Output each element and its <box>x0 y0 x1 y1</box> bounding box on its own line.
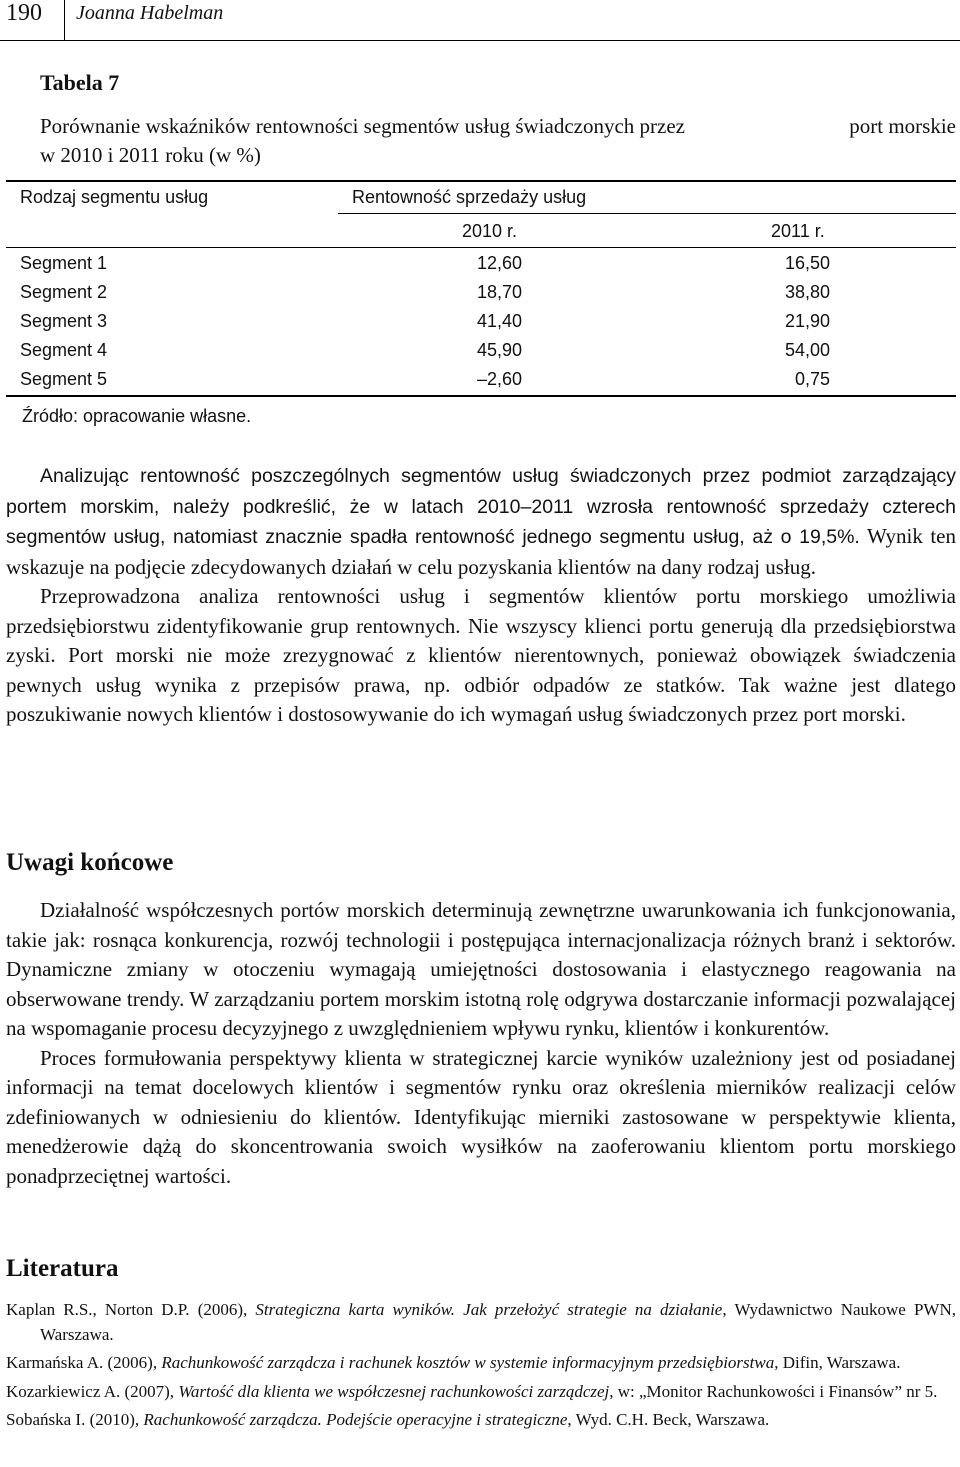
row-segment: Segment 2 <box>20 282 108 302</box>
table-bottom-rule <box>6 395 956 397</box>
row-value-2011: 38,80 <box>784 282 830 302</box>
row-value-2011: 16,50 <box>784 253 830 273</box>
reference-item: Kozarkiewicz A. (2007), Wartość dla klienta we współczesnej rachunkowości zarządczej, w: „Monitor Rachunkowości i Finansów” nr 5. <box>6 1381 938 1401</box>
header-bottom-rule <box>6 247 956 248</box>
caption-line1-right: port morskie <box>849 114 956 138</box>
table-label: Tabela 7 <box>40 70 120 95</box>
header-divider <box>64 0 65 40</box>
row-segment: Segment 1 <box>20 253 108 273</box>
reference-item: Kaplan R.S., Norton D.P. (2006), Strategiczna karta wyników. Jak przełożyć strategie na działanie, Wydawnictwo Naukowe PWN, Warszawa. <box>6 1300 957 1344</box>
row-segment: Segment 4 <box>20 340 108 360</box>
conclusions-para1: Działalność współczesnych portów morskich determinują zewnętrzne uwarunkowania ich funkcjonowania, takie jak: rosnąca konkurencja, rozwój technologii i postępująca internacjonalizacja różnych branż i sektorów. Dynamiczne zmiany w otoczeniu wymagają umiejętności dostosowania i elastycznego reagowania na obserwowane trendy. W zarządzaniu portem morskim istotną rolę odgrywa dostarczanie informacji pozwalającej na wspomaganie procesu decyzyjnego z uwzględnieniem wpływu rynku, klientów i konkurentów. <box>6 898 956 1040</box>
col-header-2010: 2010 r. <box>462 221 518 241</box>
col-header-type: Rodzaj segmentu usług <box>20 187 209 207</box>
caption-line2: w 2010 i 2011 roku (w %) <box>40 143 261 167</box>
row-value-2011: 21,90 <box>784 311 830 331</box>
row-value-2010: 12,60 <box>476 253 522 273</box>
running-header <box>0 0 960 40</box>
reference-item: Karmańska A. (2006), Rachunkowość zarządcza i rachunek kosztów w systemie informacyjnym przedsiębiorstwa, Difin, Warszawa. <box>6 1353 901 1372</box>
col-header-2011: 2011 r. <box>771 221 825 241</box>
row-value-2010: 18,70 <box>476 282 522 302</box>
literature-heading: Literatura <box>6 1255 119 1282</box>
col-header-group: Rentowność sprzedaży usług <box>352 187 587 207</box>
analysis-text <box>6 461 956 730</box>
reference-item: Sobańska I. (2010), Rachunkowość zarządcza. Podejście operacyjne i strategiczne, Wyd. C.H. Beck, Warszawa. <box>6 1410 770 1429</box>
row-value-2011: 0,75 <box>794 369 830 389</box>
row-value-2011: 54,00 <box>784 340 830 360</box>
group-header-rule <box>338 213 956 214</box>
analysis-para2: Przeprowadzona analiza rentowności usług i segmentów klientów portu morskiego umożliwia przedsiębiorstwu zidentyfikowanie grup rentownych. Nie wszyscy klienci portu generują dla przedsiębiorstwa zyski. Port morski nie może zrezygnować z klientów nierentownych, ponieważ obowiązek świadczenia pewnych usług wynika z przepisów prawa, np. odbiór odpadów ze statków. Tak ważne jest dlatego poszukiwanie nowych klientów i dostosowywanie do ich wymagań usług świadczonych przez port morski. <box>6 584 956 726</box>
table-source: Źródło: opracowanie własne. <box>22 406 252 426</box>
table-caption <box>40 112 956 170</box>
conclusions-para2: Proces formułowania perspektywy klienta w strategicznej karcie wyników uzależniony jest od posiadanej informacji na temat docelowych klientów i segmentów rynku oraz określenia mierników realizacji celów zdefiniowanych w odniesieniu do klientów. Identyfikując mierniki zastosowane w perspektywie klienta, menedżerowie dążą do skoncentrowania swoich wysiłków na zaoferowaniu klientom portu morskiego ponadprzeciętnej wartości. <box>6 1045 956 1188</box>
conclusions-text <box>6 896 956 1191</box>
analysis-para1: Analizując rentowność poszczególnych segmentów usług świadczonych przez podmiot zarządzający portem morskim, należy podkreślić, że w latach 2010–2011 wzrosła rentowność sprzedaży czterech segmentów usług, natomiast znacznie spadła rentowność jednego segmentu usług, aż o 19,5%. <box>6 465 956 548</box>
row-value-2010: –2,60 <box>476 369 522 389</box>
reference-list <box>6 1298 956 1437</box>
table-top-rule <box>6 180 956 182</box>
row-segment: Segment 5 <box>20 369 108 389</box>
caption-line1-left: Porównanie wskaźników rentowności segmentów usług świadczonych przez <box>40 114 686 138</box>
analysis-para1-cont: Wynik ten wskazuje na podjęcie zdecydowanych działań w celu pozyskania klientów na dany rodzaj usług. <box>6 524 956 579</box>
row-value-2010: 45,90 <box>476 340 522 360</box>
header-rule <box>0 40 960 41</box>
row-segment: Segment 3 <box>20 311 108 331</box>
running-author: Joanna Habelman <box>76 2 224 24</box>
conclusions-heading: Uwagi końcowe <box>6 849 174 876</box>
page-number: 190 <box>6 0 42 26</box>
row-value-2010: 41,40 <box>476 311 522 331</box>
